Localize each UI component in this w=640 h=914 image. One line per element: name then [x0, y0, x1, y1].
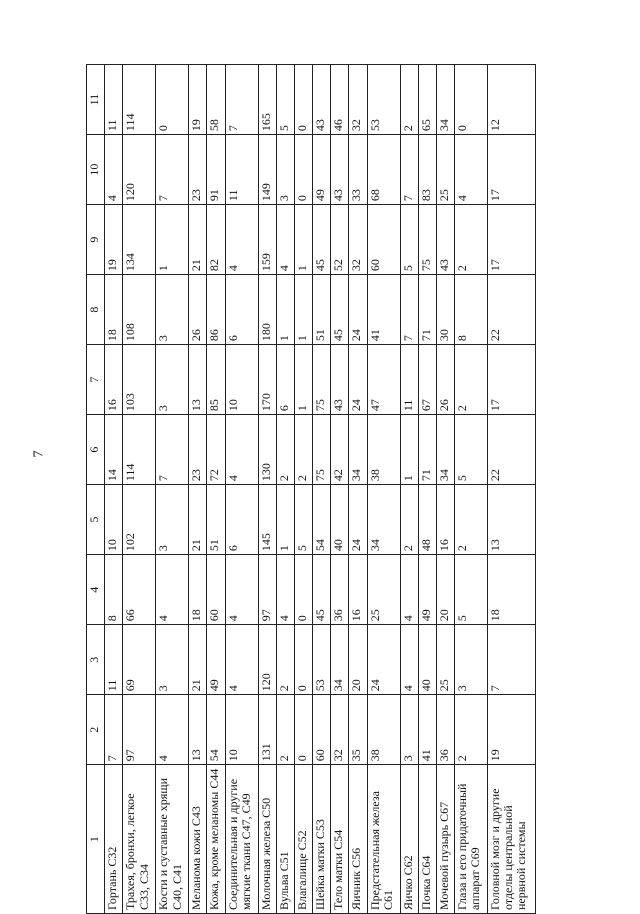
incidence-table-container	[86, 64, 536, 914]
value-cell: 12	[488, 65, 536, 135]
value-cell: 2	[294, 415, 312, 485]
header-cell: 8	[87, 275, 105, 345]
table-row	[294, 65, 312, 914]
value-cell: 75	[313, 345, 331, 415]
header-cell: 1	[87, 765, 105, 914]
value-cell: 11	[400, 345, 418, 415]
value-cell: 10	[105, 485, 123, 555]
value-cell: 1	[294, 345, 312, 415]
value-cell: 36	[331, 555, 349, 625]
table-header-row	[87, 65, 105, 914]
value-cell: 43	[331, 135, 349, 205]
value-cell: 108	[123, 275, 156, 345]
value-cell: 26	[436, 345, 454, 415]
value-cell: 7	[105, 695, 123, 765]
value-cell: 16	[105, 345, 123, 415]
value-cell: 58	[207, 65, 225, 135]
site-name-cell: Молочная железа С50	[258, 765, 276, 914]
value-cell: 34	[349, 415, 367, 485]
value-cell: 4	[455, 135, 488, 205]
value-cell: 7	[156, 415, 189, 485]
value-cell: 51	[207, 485, 225, 555]
site-name-cell: Шейка матки С53	[313, 765, 331, 914]
value-cell: 18	[189, 555, 207, 625]
value-cell: 2	[276, 415, 294, 485]
value-cell: 102	[123, 485, 156, 555]
value-cell: 1	[156, 205, 189, 275]
site-name-cell: Кости и суставные хрящи С40, С41	[156, 765, 189, 914]
table-row	[455, 65, 488, 914]
value-cell: 10	[225, 695, 258, 765]
value-cell: 2	[455, 345, 488, 415]
value-cell: 13	[189, 695, 207, 765]
value-cell: 38	[367, 415, 400, 485]
value-cell: 49	[418, 555, 436, 625]
site-name-cell: Яичник С56	[349, 765, 367, 914]
value-cell: 60	[313, 695, 331, 765]
value-cell: 6	[225, 485, 258, 555]
value-cell: 66	[123, 555, 156, 625]
value-cell: 1	[294, 205, 312, 275]
value-cell: 71	[418, 415, 436, 485]
value-cell: 7	[488, 625, 536, 695]
header-cell: 4	[87, 555, 105, 625]
value-cell: 5	[400, 205, 418, 275]
value-cell: 134	[123, 205, 156, 275]
site-name-cell: Головной мозг и другие отделы центральной нервной системы	[488, 765, 536, 914]
value-cell: 4	[276, 205, 294, 275]
value-cell: 16	[436, 485, 454, 555]
table-row	[367, 65, 400, 914]
value-cell: 10	[225, 345, 258, 415]
value-cell: 0	[294, 555, 312, 625]
value-cell: 3	[276, 135, 294, 205]
value-cell: 38	[367, 695, 400, 765]
value-cell: 120	[123, 135, 156, 205]
value-cell: 42	[331, 415, 349, 485]
value-cell: 130	[258, 415, 276, 485]
value-cell: 25	[436, 625, 454, 695]
value-cell: 60	[367, 205, 400, 275]
value-cell: 11	[225, 135, 258, 205]
table-row	[436, 65, 454, 914]
value-cell: 4	[156, 695, 189, 765]
value-cell: 4	[400, 555, 418, 625]
site-name-cell: Предстательная железа С61	[367, 765, 400, 914]
table-row	[331, 65, 349, 914]
value-cell: 21	[189, 205, 207, 275]
value-cell: 32	[349, 65, 367, 135]
table-row	[349, 65, 367, 914]
value-cell: 53	[367, 65, 400, 135]
value-cell: 16	[349, 555, 367, 625]
table-row	[276, 65, 294, 914]
value-cell: 7	[225, 65, 258, 135]
value-cell: 8	[105, 555, 123, 625]
value-cell: 40	[331, 485, 349, 555]
value-cell: 8	[455, 275, 488, 345]
value-cell: 24	[367, 625, 400, 695]
value-cell: 91	[207, 135, 225, 205]
value-cell: 1	[276, 275, 294, 345]
value-cell: 18	[488, 555, 536, 625]
value-cell: 51	[313, 275, 331, 345]
value-cell: 32	[331, 695, 349, 765]
value-cell: 4	[225, 205, 258, 275]
header-cell: 7	[87, 345, 105, 415]
value-cell: 2	[455, 485, 488, 555]
value-cell: 5	[294, 485, 312, 555]
value-cell: 65	[418, 65, 436, 135]
value-cell: 120	[258, 625, 276, 695]
value-cell: 69	[123, 625, 156, 695]
header-cell: 10	[87, 135, 105, 205]
value-cell: 4	[225, 555, 258, 625]
value-cell: 20	[349, 625, 367, 695]
value-cell: 0	[294, 135, 312, 205]
value-cell: 11	[105, 625, 123, 695]
value-cell: 2	[455, 205, 488, 275]
value-cell: 0	[455, 65, 488, 135]
value-cell: 21	[189, 625, 207, 695]
site-name-cell: Влагалище С52	[294, 765, 312, 914]
value-cell: 6	[276, 345, 294, 415]
value-cell: 11	[105, 65, 123, 135]
value-cell: 4	[225, 625, 258, 695]
value-cell: 24	[349, 345, 367, 415]
value-cell: 17	[488, 345, 536, 415]
value-cell: 25	[367, 555, 400, 625]
value-cell: 149	[258, 135, 276, 205]
value-cell: 4	[225, 415, 258, 485]
page-number: 7	[31, 450, 47, 458]
value-cell: 18	[105, 275, 123, 345]
value-cell: 5	[276, 65, 294, 135]
value-cell: 0	[294, 65, 312, 135]
table-row	[488, 65, 536, 914]
value-cell: 19	[189, 65, 207, 135]
value-cell: 97	[258, 555, 276, 625]
value-cell: 5	[455, 415, 488, 485]
value-cell: 2	[400, 485, 418, 555]
value-cell: 52	[331, 205, 349, 275]
table-row	[313, 65, 331, 914]
value-cell: 145	[258, 485, 276, 555]
site-name-cell: Трахея, бронхи, легкое С33, С34	[123, 765, 156, 914]
value-cell: 22	[488, 275, 536, 345]
value-cell: 17	[488, 135, 536, 205]
value-cell: 60	[207, 555, 225, 625]
value-cell: 4	[105, 135, 123, 205]
value-cell: 41	[418, 695, 436, 765]
value-cell: 30	[436, 275, 454, 345]
table-row	[105, 65, 123, 914]
value-cell: 26	[189, 275, 207, 345]
value-cell: 49	[313, 135, 331, 205]
table-row	[207, 65, 225, 914]
value-cell: 4	[156, 555, 189, 625]
value-cell: 19	[488, 695, 536, 765]
site-name-cell: Почка С64	[418, 765, 436, 914]
value-cell: 2	[400, 65, 418, 135]
value-cell: 45	[313, 555, 331, 625]
value-cell: 165	[258, 65, 276, 135]
value-cell: 48	[418, 485, 436, 555]
table-row	[189, 65, 207, 914]
value-cell: 53	[313, 625, 331, 695]
value-cell: 43	[331, 345, 349, 415]
value-cell: 35	[349, 695, 367, 765]
value-cell: 114	[123, 415, 156, 485]
table-row	[156, 65, 189, 914]
value-cell: 46	[331, 65, 349, 135]
header-cell: 5	[87, 485, 105, 555]
incidence-table	[86, 64, 536, 914]
value-cell: 7	[400, 275, 418, 345]
value-cell: 17	[488, 205, 536, 275]
value-cell: 114	[123, 65, 156, 135]
table-row	[123, 65, 156, 914]
value-cell: 6	[225, 275, 258, 345]
value-cell: 20	[436, 555, 454, 625]
value-cell: 34	[436, 415, 454, 485]
value-cell: 47	[367, 345, 400, 415]
value-cell: 170	[258, 345, 276, 415]
value-cell: 3	[156, 275, 189, 345]
value-cell: 159	[258, 205, 276, 275]
value-cell: 25	[436, 135, 454, 205]
value-cell: 19	[105, 205, 123, 275]
value-cell: 75	[313, 415, 331, 485]
value-cell: 0	[294, 695, 312, 765]
value-cell: 7	[156, 135, 189, 205]
table-row	[400, 65, 418, 914]
site-name-cell: Гортань С32	[105, 765, 123, 914]
value-cell: 2	[276, 625, 294, 695]
value-cell: 24	[349, 485, 367, 555]
site-name-cell: Яичко С62	[400, 765, 418, 914]
value-cell: 82	[207, 205, 225, 275]
value-cell: 68	[367, 135, 400, 205]
value-cell: 3	[400, 695, 418, 765]
value-cell: 21	[189, 485, 207, 555]
header-cell: 9	[87, 205, 105, 275]
header-cell: 2	[87, 695, 105, 765]
value-cell: 3	[455, 625, 488, 695]
table-row	[418, 65, 436, 914]
value-cell: 14	[105, 415, 123, 485]
value-cell: 13	[189, 345, 207, 415]
value-cell: 7	[400, 135, 418, 205]
value-cell: 83	[418, 135, 436, 205]
value-cell: 67	[418, 345, 436, 415]
value-cell: 2	[276, 695, 294, 765]
site-name-cell: Мочевой пузырь С67	[436, 765, 454, 914]
value-cell: 22	[488, 415, 536, 485]
value-cell: 103	[123, 345, 156, 415]
value-cell: 4	[276, 555, 294, 625]
value-cell: 45	[331, 275, 349, 345]
value-cell: 0	[156, 65, 189, 135]
header-cell: 3	[87, 625, 105, 695]
value-cell: 3	[156, 485, 189, 555]
header-cell: 6	[87, 415, 105, 485]
value-cell: 1	[400, 415, 418, 485]
value-cell: 41	[367, 275, 400, 345]
value-cell: 45	[313, 205, 331, 275]
value-cell: 40	[418, 625, 436, 695]
value-cell: 32	[349, 205, 367, 275]
value-cell: 180	[258, 275, 276, 345]
value-cell: 13	[488, 485, 536, 555]
value-cell: 33	[349, 135, 367, 205]
value-cell: 0	[294, 625, 312, 695]
value-cell: 1	[276, 485, 294, 555]
value-cell: 97	[123, 695, 156, 765]
value-cell: 23	[189, 135, 207, 205]
value-cell: 1	[294, 275, 312, 345]
value-cell: 86	[207, 275, 225, 345]
value-cell: 4	[400, 625, 418, 695]
value-cell: 43	[313, 65, 331, 135]
value-cell: 72	[207, 415, 225, 485]
site-name-cell: Меланома кожи С43	[189, 765, 207, 914]
site-name-cell: Тело матки С54	[331, 765, 349, 914]
table-row	[258, 65, 276, 914]
value-cell: 85	[207, 345, 225, 415]
site-name-cell: Глаза и его придаточный аппарат С69	[455, 765, 488, 914]
value-cell: 36	[436, 695, 454, 765]
value-cell: 5	[455, 555, 488, 625]
value-cell: 2	[455, 695, 488, 765]
site-name-cell: Вульва С51	[276, 765, 294, 914]
value-cell: 3	[156, 625, 189, 695]
value-cell: 34	[436, 65, 454, 135]
value-cell: 54	[207, 695, 225, 765]
value-cell: 34	[367, 485, 400, 555]
header-cell: 11	[87, 65, 105, 135]
value-cell: 3	[156, 345, 189, 415]
value-cell: 75	[418, 205, 436, 275]
value-cell: 34	[331, 625, 349, 695]
site-name-cell: Соединительная и другие мягкие ткани С47, С49	[225, 765, 258, 914]
site-name-cell: Кожа, кроме меланомы С44	[207, 765, 225, 914]
value-cell: 49	[207, 625, 225, 695]
value-cell: 23	[189, 415, 207, 485]
value-cell: 24	[349, 275, 367, 345]
value-cell: 71	[418, 275, 436, 345]
value-cell: 54	[313, 485, 331, 555]
table-row	[225, 65, 258, 914]
value-cell: 43	[436, 205, 454, 275]
value-cell: 131	[258, 695, 276, 765]
table-body	[87, 65, 536, 914]
